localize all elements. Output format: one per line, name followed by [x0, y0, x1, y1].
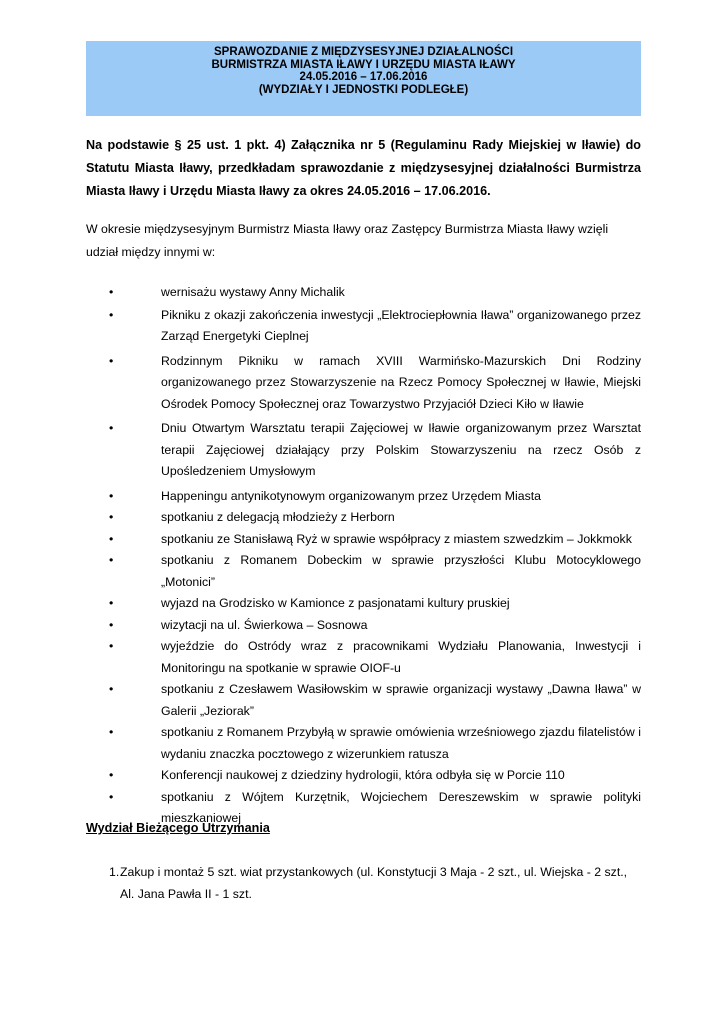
- section-title: Wydział Bieżącego Utrzymania: [86, 821, 270, 835]
- list-item-text: Happeningu antynikotynowym organizowanym przez Urzędem Miasta: [161, 488, 542, 503]
- list-item-text: spotkaniu ze Stanisławą Ryż w sprawie współpracy z miastem szwedzkim – Jokkmokk: [161, 531, 632, 546]
- bullet-icon: •: [109, 488, 114, 503]
- list-item: [86, 282, 641, 304]
- list-item-text: spotkaniu z Romanem Przybyłą w sprawie omówienia wrześniowego zjazdu filatelistów i wydaniu znaczka pocztowego z wizerunkiem ratusza: [161, 725, 641, 761]
- header-line: (WYDZIAŁY I JEDNOSTKI PODLEGŁE): [258, 83, 469, 96]
- list-item: [86, 636, 641, 679]
- bullet-icon: •: [109, 421, 114, 435]
- list-item: [86, 529, 641, 551]
- list-item-text: wernisażu wystawy Anny Michalik: [161, 285, 345, 299]
- bullet-icon: •: [109, 553, 114, 567]
- list-item: [86, 486, 641, 508]
- list-item-text: Pikniku z okazji zakończenia inwestycji „Elektrociepłownia Iława” organizowanego przez Zarząd Energetyki Cieplnej: [161, 307, 641, 343]
- numbered-item-text: Zakup i montaż 5 szt. wiat przystankowych (ul. Konstytucji 3 Maja - 2 szt., ul. Wiejska - 2 szt., Al. Jana Pawła II - 1 szt.: [120, 865, 628, 901]
- list-item-text: spotkaniu z Wójtem Kurzętnik, Wojciechem Dereszewskim w sprawie polityki mieszkaniowej: [161, 789, 641, 825]
- bullet-icon: •: [109, 353, 114, 368]
- bullet-icon: •: [109, 725, 114, 739]
- list-item: [86, 593, 641, 615]
- list-item-text: wyjazd na Grodzisko w Kamionce z pasjonatami kultury pruskiej: [161, 596, 510, 610]
- bullet-icon: •: [109, 682, 114, 696]
- numbered-list: [86, 862, 641, 905]
- list-item-text: spotkaniu z delegacją młodzieży z Herborn: [161, 510, 395, 524]
- list-item-text: spotkaniu z Romanem Dobeckim w sprawie przyszłości Klubu Motocyklowego „Motonici”: [161, 553, 641, 589]
- header-line: 24.05.2016 – 17.06.2016: [299, 71, 428, 83]
- list-item-text: wizytacji na ul. Świerkowa – Sosnowa: [161, 617, 368, 632]
- list-item: [86, 305, 641, 348]
- list-item-text: Rodzinnym Pikniku w ramach XVIII Warmińsko-Mazurskich Dni Rodziny organizowanego przez Stowarzyszenie na Rzecz Pomocy Społecznej w Iławie, Miejski Ośrodek Pomocy Społecznej oraz Towarzystwo Przyjaciół Dzieci Kiło w Iławie: [161, 353, 641, 411]
- bullet-icon: •: [109, 596, 114, 610]
- list-item: [86, 507, 641, 529]
- bullet-icon: •: [109, 789, 114, 804]
- header-line: SPRAWOZDANIE Z MIĘDZYSESYJNEJ DZIAŁALNOŚCI: [213, 46, 514, 58]
- activities-paragraph: W okresie międzysesyjnym Burmistrz Miasta Iławy oraz Zastępcy Burmistrza Miasta Iławy wzięli udział między innymi w:: [86, 222, 609, 259]
- report-header: [86, 41, 641, 116]
- intro-paragraph: Na podstawie § 25 ust. 1 pkt. 4) Załącznika nr 5 (Regulaminu Rady Miejskiej w Iławie) do Statutu Miasta Iławy, przedkładam sprawozdanie z międzysesyjnej działalności Burmistrza Miasta Iławy i Urzędu Miasta Iławy za okres 24.05.2016 – 17.06.2016.: [86, 138, 641, 198]
- activities-list: [86, 282, 641, 830]
- list-item-text: wyjeździe do Ostródy wraz z pracownikami Wydziału Planowania, Inwestycji i Monitoringu na spotkanie w sprawie OIOF-u: [161, 639, 641, 675]
- bullet-icon: •: [109, 531, 114, 546]
- bullet-icon: •: [109, 307, 114, 322]
- list-item: [86, 351, 641, 416]
- list-item: [86, 615, 641, 637]
- bullet-icon: •: [109, 768, 114, 782]
- list-item-text: Dniu Otwartym Warsztatu terapii Zajęciowej w Iławie organizowanym przez Warsztat terapii Zajęciowej działający przy Polskim Stowarzyszeniu na rzecz Osób z Upośledzeniem Umysłowym: [161, 421, 641, 478]
- item-number: 1.: [109, 865, 120, 879]
- list-item: [86, 765, 641, 787]
- list-item: [86, 550, 641, 593]
- list-item-text: spotkaniu z Czesławem Wasiłowskim w sprawie organizacji wystawy „Dawna Iława” w Galerii „Jeziorak”: [161, 682, 641, 718]
- numbered-item: [86, 862, 641, 905]
- header-line: BURMISTRZA MIASTA IŁAWY I URZĘDU MIASTA IŁAWY: [211, 58, 516, 71]
- bullet-icon: •: [109, 617, 114, 632]
- list-item-text: Konferencji naukowej z dziedziny hydrologii, która odbyła się w Porcie 110: [161, 768, 565, 782]
- list-item: [86, 722, 641, 765]
- bullet-icon: •: [109, 639, 114, 653]
- list-item: [86, 679, 641, 722]
- bullet-icon: •: [109, 510, 114, 524]
- bullet-icon: •: [109, 285, 114, 299]
- list-item: [86, 418, 641, 483]
